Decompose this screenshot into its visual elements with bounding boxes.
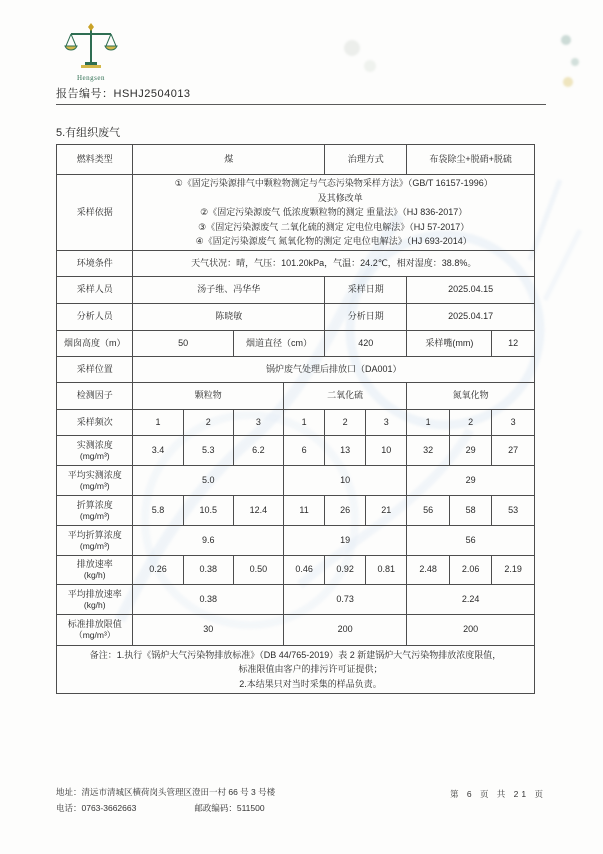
analysis-date-value: 2025.04.17	[407, 304, 535, 331]
converted-avg-cell: 56	[407, 526, 535, 556]
converted-cell: 10.5	[183, 496, 233, 526]
sampling-basis-label: 采样依据	[57, 175, 133, 251]
converted-unit: (mg/m³)	[79, 510, 110, 521]
treatment-value: 布袋除尘+脱硝+脱硫	[407, 145, 535, 175]
rate-row	[57, 556, 535, 585]
measured-cell: 32	[407, 436, 450, 466]
note-line-1: 备注：1.执行《锅炉大气污染物排放标准》（DB 44/765-2019）表 2 新建锅炉大气污染物排放浓度限值，	[89, 649, 502, 660]
analyst-row	[57, 304, 535, 331]
converted-cell: 21	[366, 496, 407, 526]
scales-of-justice-icon	[63, 22, 119, 70]
factor-so2: 二氧化硫	[284, 383, 407, 410]
page-number: 第 6 页 共 21 页	[450, 789, 546, 799]
measured-cell: 6	[284, 436, 325, 466]
converted-avg-label-text: 平均折算浓度	[67, 529, 122, 540]
rate-avg-cell: 2.24	[407, 585, 535, 615]
factor-pm: 颗粒物	[133, 383, 284, 410]
rate-cell: 0.92	[325, 556, 366, 585]
converted-cell: 26	[325, 496, 366, 526]
freq-cell: 3	[366, 410, 407, 436]
report-number-value: HSHJ2504013	[113, 88, 191, 100]
freq-cell: 2	[325, 410, 366, 436]
converted-label-text: 折算浓度	[76, 499, 113, 510]
converted-cell: 12.4	[233, 496, 283, 526]
frequency-label: 采样频次	[57, 410, 133, 436]
limit-cell: 200	[407, 615, 535, 646]
page-footer	[56, 786, 546, 814]
freq-cell: 3	[492, 410, 535, 436]
measured-label-text: 实测浓度	[76, 439, 113, 450]
rate-cell: 2.06	[449, 556, 492, 585]
rate-avg-cell: 0.73	[284, 585, 407, 615]
freq-cell: 2	[449, 410, 492, 436]
converted-avg-row	[57, 526, 535, 556]
company-logo	[56, 22, 126, 82]
converted-avg-cell: 19	[284, 526, 407, 556]
stack-row	[57, 331, 535, 357]
rate-cell: 0.50	[233, 556, 283, 585]
factors-label: 检测因子	[57, 383, 133, 410]
converted-avg-unit: (mg/m³)	[79, 540, 110, 551]
measured-avg-unit: (mg/m³)	[79, 480, 110, 491]
freq-cell: 1	[133, 410, 183, 436]
rate-avg-cell: 0.38	[133, 585, 284, 615]
rate-label	[57, 556, 133, 585]
sampling-basis-row	[57, 175, 535, 251]
measured-avg-cell: 10	[284, 466, 407, 496]
rate-cell: 0.81	[366, 556, 407, 585]
sampler-label: 采样人员	[57, 277, 133, 304]
converted-label	[57, 496, 133, 526]
freq-cell: 3	[233, 410, 283, 436]
basis-line-2: 及其修改单	[317, 192, 363, 203]
limit-cell: 30	[133, 615, 284, 646]
basis-line-4: ③《固定污染源废气 二氧化硫的测定 定电位电解法》（HJ 57-2017）	[198, 221, 470, 232]
converted-avg-label	[57, 526, 133, 556]
limit-cell: 200	[284, 615, 407, 646]
converted-avg-cell: 9.6	[133, 526, 284, 556]
environment-label: 环境条件	[57, 251, 133, 277]
measured-cell: 6.2	[233, 436, 283, 466]
measured-label	[57, 436, 133, 466]
converted-cell: 11	[284, 496, 325, 526]
analysis-date-label: 分析日期	[325, 304, 407, 331]
report-number-label: 报告编号：	[56, 88, 114, 100]
measured-avg-cell: 5.0	[133, 466, 284, 496]
converted-row	[57, 496, 535, 526]
basis-line-5: ④《固定污染源废气 氮氧化物的测定 定电位电解法》（HJ 693-2014）	[195, 236, 472, 247]
measured-unit: (mg/m³)	[79, 450, 110, 461]
rate-unit: (kg/h)	[83, 570, 106, 581]
nozzle-value: 12	[492, 331, 535, 357]
measured-cell: 10	[366, 436, 407, 466]
fuel-type-row	[57, 145, 535, 175]
note-row	[57, 646, 535, 694]
rate-avg-unit: (kg/h)	[83, 599, 106, 610]
environment-value: 天气状况：晴，气压：101.20kPa，气温：24.2℃，相对湿度：38.8%。	[133, 251, 535, 277]
sampling-basis-content	[133, 175, 535, 251]
fuel-type-label: 燃料类型	[57, 145, 133, 175]
rate-avg-row	[57, 585, 535, 615]
frequency-row	[57, 410, 535, 436]
footer-left	[56, 786, 275, 814]
stack-height-value: 50	[133, 331, 233, 357]
factor-nox: 氮氧化物	[407, 383, 535, 410]
measured-avg-cell: 29	[407, 466, 535, 496]
measured-cell: 13	[325, 436, 366, 466]
rate-cell: 0.46	[284, 556, 325, 585]
sampling-date-value: 2025.04.15	[407, 277, 535, 304]
freq-cell: 1	[284, 410, 325, 436]
location-label: 采样位置	[57, 357, 133, 383]
measured-cell: 3.4	[133, 436, 183, 466]
converted-cell: 56	[407, 496, 450, 526]
footer-phone: 电话：0763-3662663	[56, 803, 137, 813]
nozzle-label: 采样嘴(mm)	[407, 331, 492, 357]
logo-text: Hengsen	[77, 74, 105, 82]
freq-cell: 2	[183, 410, 233, 436]
fuel-type-value: 煤	[133, 145, 325, 175]
measured-cell: 29	[449, 436, 492, 466]
footer-address: 地址：清远市清城区横荷岗头管理区澄田一村 66 号 3 号楼	[56, 787, 276, 797]
sampling-date-label: 采样日期	[325, 277, 407, 304]
limit-label	[57, 615, 133, 646]
location-value: 锅炉废气处理后排放口（DA001）	[133, 357, 535, 383]
measured-cell: 5.3	[183, 436, 233, 466]
footer-postcode: 邮政编码：511500	[194, 803, 265, 813]
limit-label-text: 标准排放限值	[67, 619, 122, 630]
converted-cell: 58	[449, 496, 492, 526]
rate-avg-label-text: 平均排放速率	[67, 588, 122, 599]
rate-cell: 2.48	[407, 556, 450, 585]
basis-line-3: ②《固定污染源废气 低浓度颗粒物的测定 重量法》（HJ 836-2017）	[200, 207, 468, 218]
analyst-value: 陈晓敏	[133, 304, 325, 331]
treatment-label: 治理方式	[325, 145, 407, 175]
measured-cell: 27	[492, 436, 535, 466]
measured-row	[57, 436, 535, 466]
rate-cell: 0.38	[183, 556, 233, 585]
note-line-2: 标准限值由客户的排污许可证提供；	[238, 664, 383, 675]
environment-row	[57, 251, 535, 277]
measured-avg-label	[57, 466, 133, 496]
note-cell	[57, 646, 535, 694]
stack-height-label: 烟囱高度（m）	[57, 331, 133, 357]
analyst-label: 分析人员	[57, 304, 133, 331]
rate-avg-label	[57, 585, 133, 615]
section-title: 5.有组织废气	[56, 127, 121, 139]
freq-cell: 1	[407, 410, 450, 436]
duct-diameter-label: 烟道直径（cm）	[233, 331, 324, 357]
factors-row	[57, 383, 535, 410]
sampler-value: 汤子维、冯华华	[133, 277, 325, 304]
rate-cell: 2.19	[492, 556, 535, 585]
location-row	[57, 357, 535, 383]
report-number-row	[56, 85, 546, 105]
measured-avg-row	[57, 466, 535, 496]
measured-avg-label-text: 平均实测浓度	[67, 469, 122, 480]
sampler-row	[57, 277, 535, 304]
duct-diameter-value: 420	[325, 331, 407, 357]
converted-cell: 5.8	[133, 496, 183, 526]
rate-label-text: 排放速率	[76, 559, 113, 570]
waste-gas-table	[56, 144, 535, 694]
note-line-3: 2.本结果只对当时采集的样品负责。	[239, 678, 382, 689]
basis-line-1: ①《固定污染源排气中颗粒物测定与气态污染物采样方法》（GB/T 16157-1996）	[174, 178, 493, 189]
rate-cell: 0.26	[133, 556, 183, 585]
converted-cell: 53	[492, 496, 535, 526]
limit-row	[57, 615, 535, 646]
limit-unit: （mg/m³）	[74, 630, 116, 641]
